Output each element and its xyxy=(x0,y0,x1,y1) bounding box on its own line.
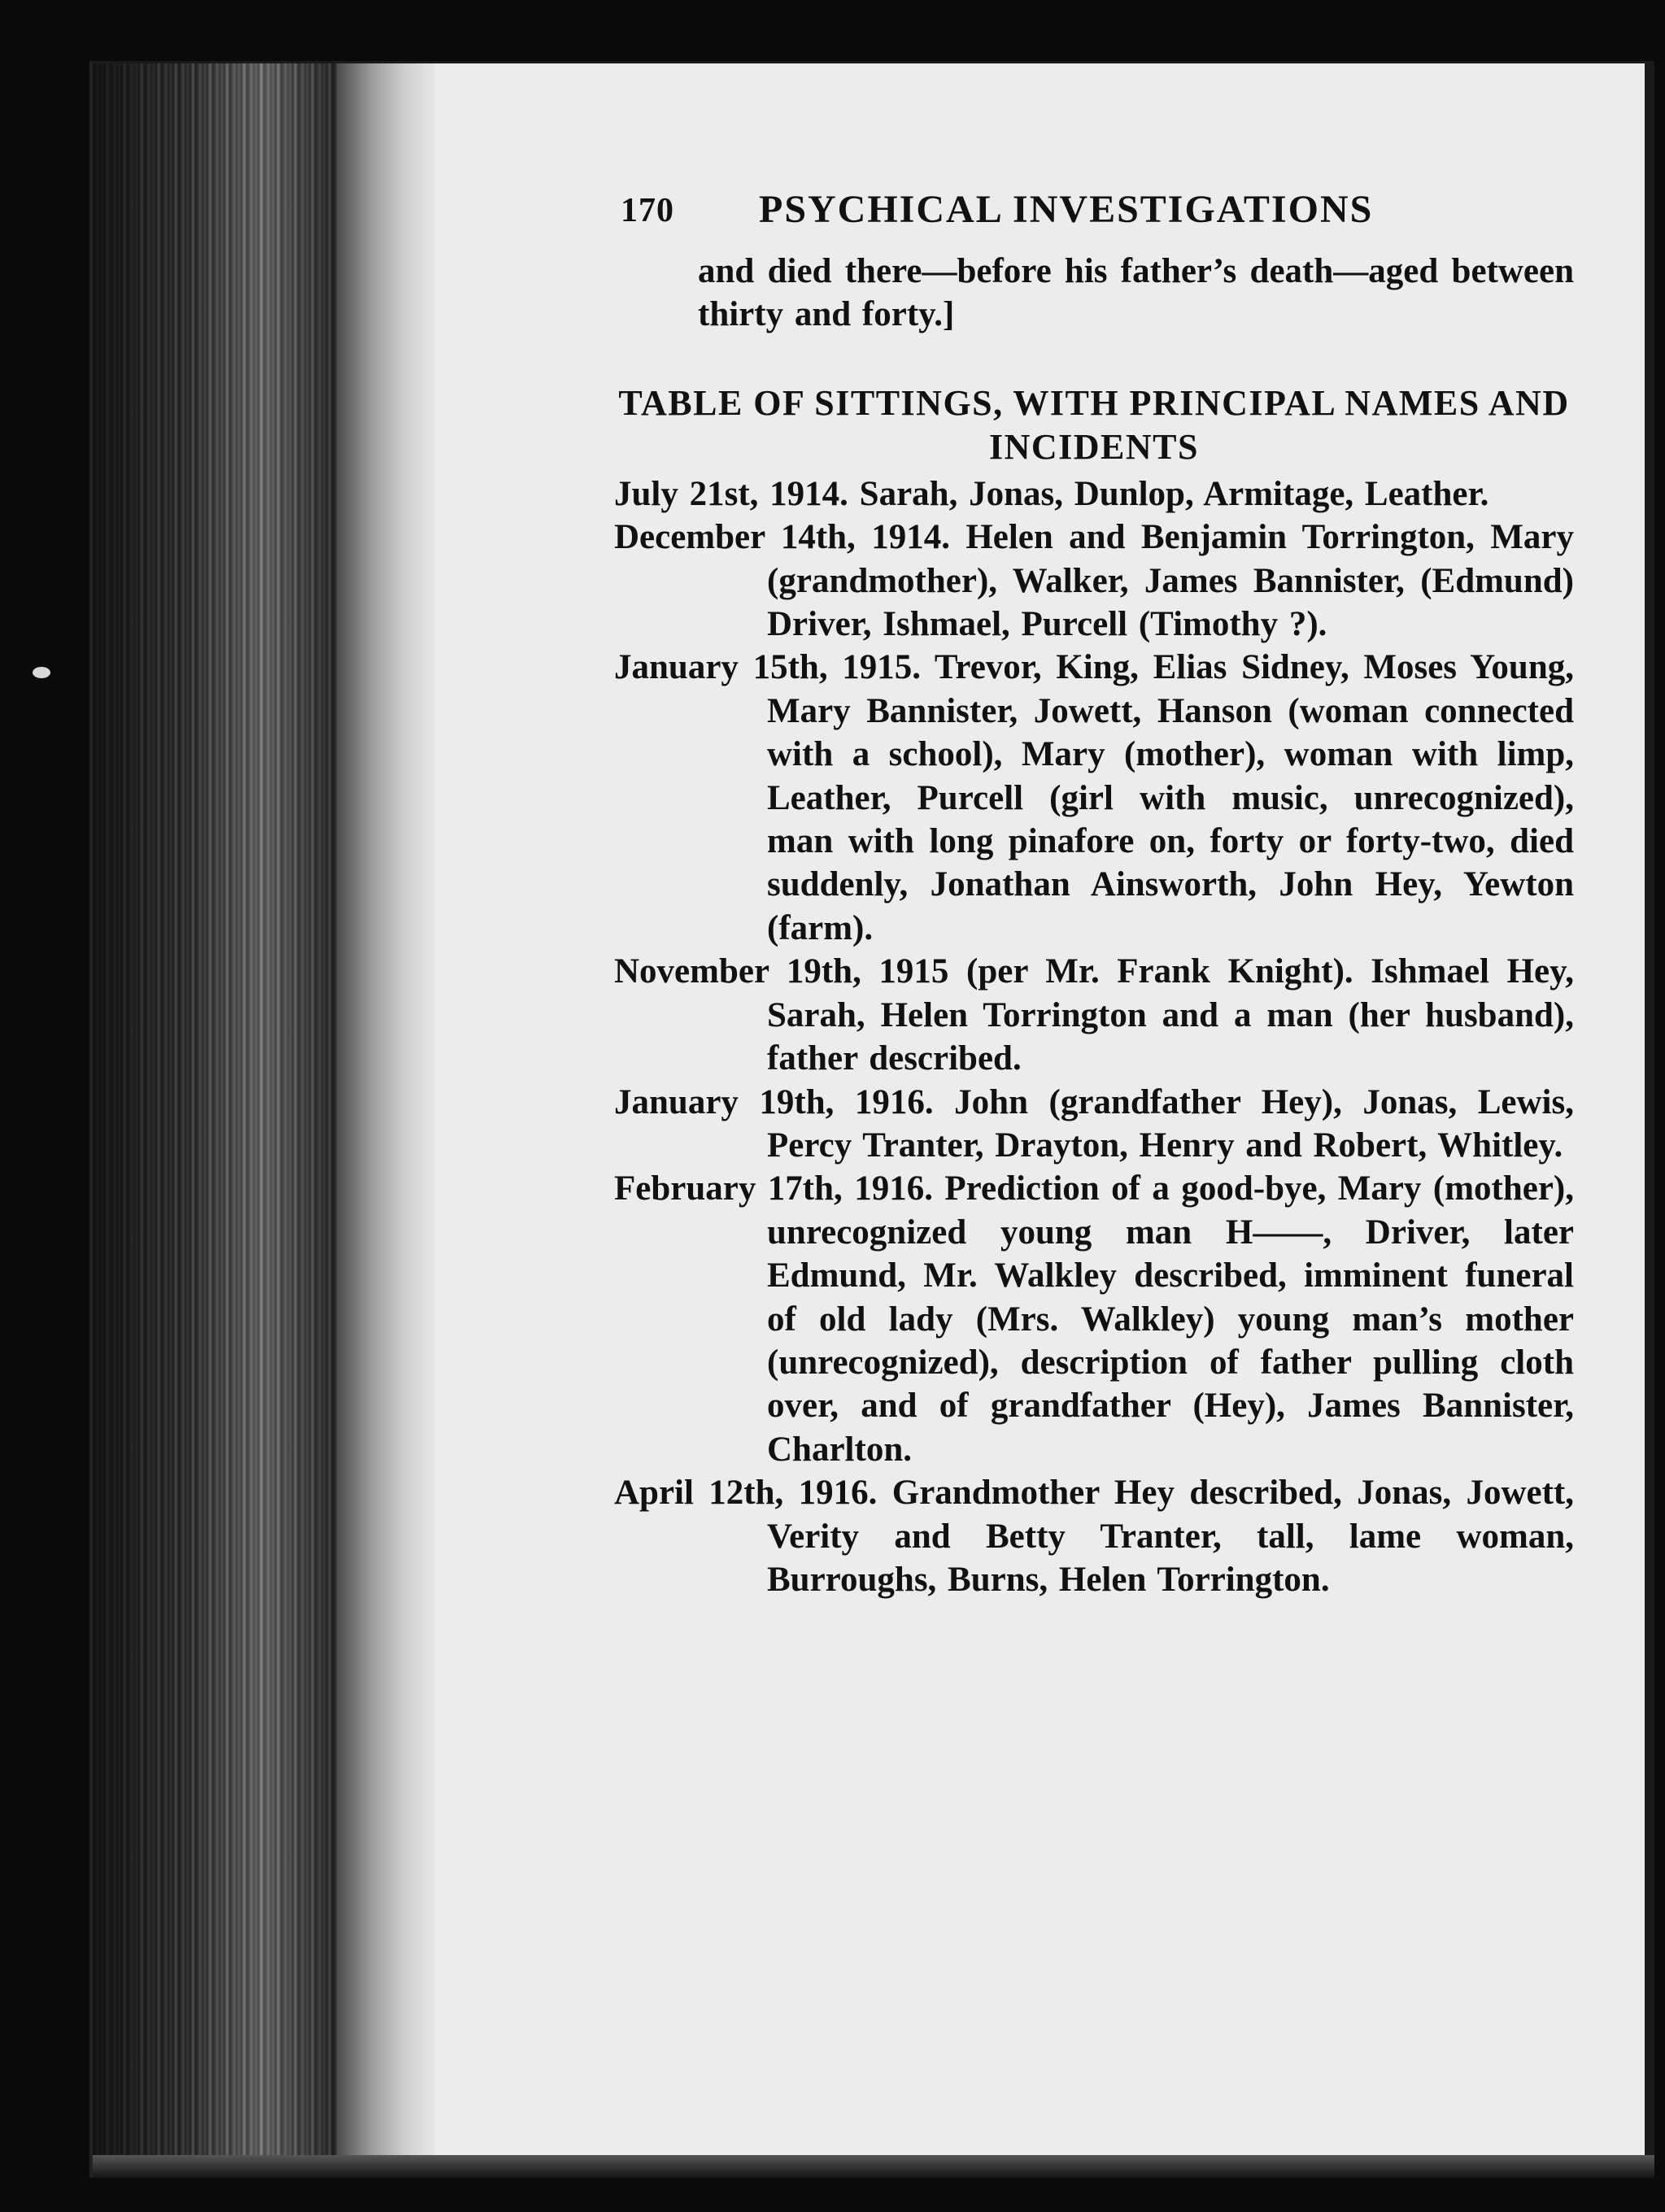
dust-speck xyxy=(33,667,50,678)
running-head: PSYCHICAL INVESTIGATIONS xyxy=(759,188,1374,231)
sitting-entry: July 21st, 1914. Sarah, Jonas, Dunlop, Armitage, Leather. xyxy=(614,474,1489,513)
sitting-entry: November 19th, 1915 (per Mr. Frank Knight). Ishmael Hey, Sarah, Helen Torrington and a man (her husband), father described. xyxy=(614,952,1574,1078)
sitting-entry: April 12th, 1916. Grandmother Hey described, Jonas, Jowett, Verity and Betty Tranter, tall, lame woman, Burroughs, Burns, Helen Torrington. xyxy=(614,1474,1574,1599)
page-right-edge xyxy=(1645,63,1654,2178)
book-fore-edge xyxy=(93,63,337,2178)
text-column xyxy=(614,183,1574,1601)
sitting-entry: January 15th, 1915. Trevor, King, Elias Sidney, Moses Young, Mary Bannister, Jowett, Hanson (woman connected with a school), Mary (mother), woman with limp, Leather, Purcell (girl with music, unrecognized), man with long pinafore on, forty or forty-two, died suddenly, Jonathan Ainsworth, John Hey, Yewton (farm). xyxy=(614,648,1574,947)
page-number: 170 xyxy=(621,192,674,229)
sitting-entry: December 14th, 1914. Helen and Benjamin Torrington, Mary (grandmother), Walker, James Bannister, (Edmund) Driver, Ishmael, Purcell (Timothy ?). xyxy=(614,518,1574,644)
page-header xyxy=(614,183,1574,250)
sittings-list xyxy=(614,472,1574,1602)
sitting-entry: February 17th, 1916. Prediction of a good-bye, Mary (mother), unrecognized young man H——, Driver, later Edmund, Mr. Walkley described, imminent funeral of old lady (Mrs. Walkley) young man’s mother (unrecognized), description of father pulling cloth over, and of grandfather (Hey), James Bannister, Charlton. xyxy=(614,1169,1574,1469)
table-title: TABLE OF SITTINGS, WITH PRINCIPAL NAMES AND INCIDENTS xyxy=(618,382,1570,467)
page-gutter-shadow xyxy=(337,63,434,2178)
page-bottom-edge xyxy=(93,2155,1654,2178)
opening-paragraph: and died there—before his father’s death—aged between thirty and forty.] xyxy=(698,252,1574,334)
sitting-entry: January 19th, 1916. John (grandfather Hey), Jonas, Lewis, Percy Tranter, Drayton, Henry and Robert, Whitley. xyxy=(614,1082,1574,1165)
